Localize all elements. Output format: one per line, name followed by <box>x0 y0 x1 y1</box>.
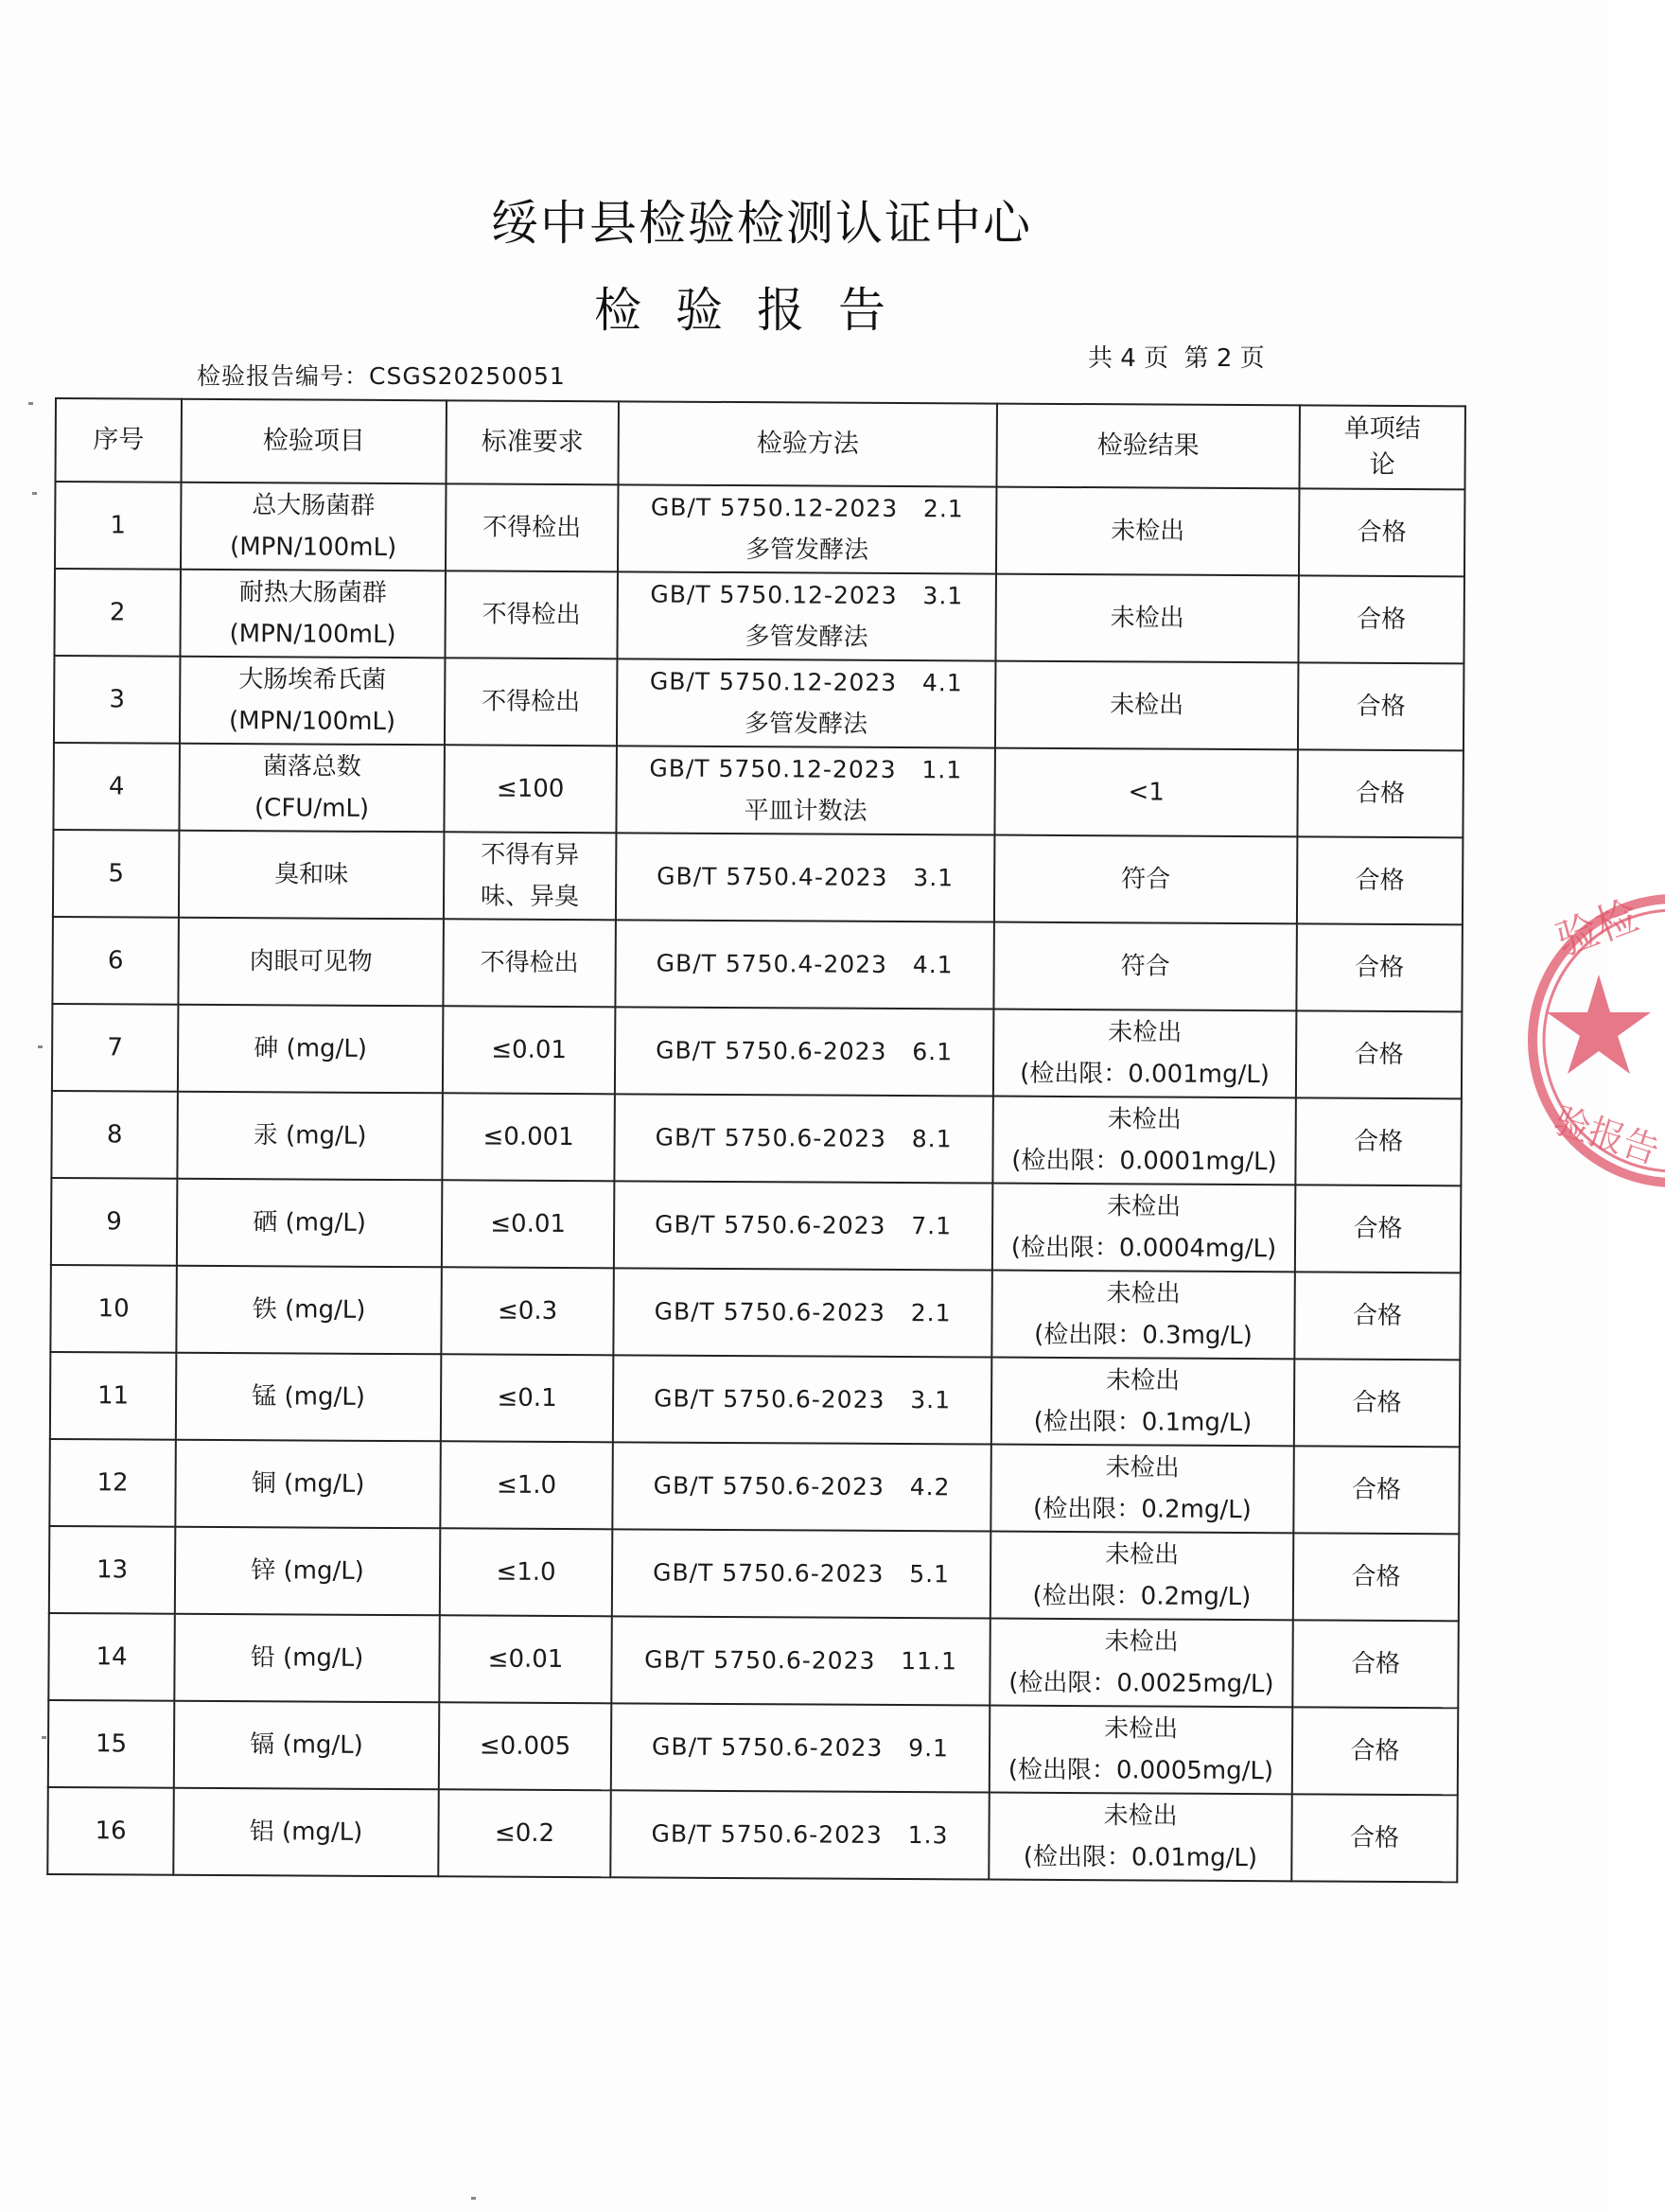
cell-method <box>614 1094 993 1183</box>
cell-requirement-requirement: 不得有异 <box>481 840 580 870</box>
cell-no <box>52 1004 179 1092</box>
cell-result <box>996 487 1300 576</box>
cell-method-method: GB/T 5750.6-2023 1.3 <box>651 1819 949 1850</box>
cell-requirement-requirement: 不得检出 <box>482 600 581 630</box>
table-row <box>50 1265 1460 1360</box>
report-title: 检验报告 <box>594 283 920 338</box>
cell-conclusion-conclusion: 合格 <box>1351 1475 1402 1504</box>
cell-conclusion-conclusion: 合格 <box>1354 1040 1404 1069</box>
cell-result-result: 未检出 <box>1104 1714 1179 1744</box>
cell-requirement-requirement: ≤0.2 <box>494 1818 555 1848</box>
cell-result <box>989 1793 1292 1882</box>
cell-requirement <box>445 571 618 658</box>
cell-requirement <box>443 919 616 1007</box>
scan-mark <box>38 1045 43 1048</box>
col-header-conclusion <box>1299 405 1464 489</box>
cell-result <box>990 1706 1293 1795</box>
cell-method-method-sub: 多管发酵法 <box>745 535 869 565</box>
cell-item <box>173 1788 439 1877</box>
cell-item-item: 大肠埃希氏菌 <box>238 665 387 694</box>
cell-no-no: 7 <box>107 1033 124 1062</box>
cell-item-item-unit: (MPN/100mL) <box>229 620 396 650</box>
cell-no-no: 16 <box>95 1817 127 1846</box>
official-seal-stamp <box>1495 885 1665 1197</box>
cell-item-item: 肉眼可见物 <box>249 947 373 976</box>
cell-conclusion-conclusion: 合格 <box>1356 779 1406 808</box>
cell-method <box>612 1529 991 1618</box>
cell-no <box>51 1178 178 1266</box>
cell-method <box>610 1790 990 1879</box>
cell-item <box>180 570 446 658</box>
cell-item-item: 锰 (mg/L) <box>252 1382 365 1412</box>
cell-result-result: 未检出 <box>1108 1018 1183 1047</box>
cell-requirement <box>444 832 617 920</box>
table-row <box>49 1439 1459 1534</box>
cell-method-method: GB/T 5750.6-2023 2.1 <box>654 1297 952 1327</box>
cell-result <box>995 574 1299 663</box>
cell-conclusion-conclusion: 合格 <box>1350 1736 1400 1765</box>
cell-no-no: 14 <box>96 1642 128 1672</box>
cell-requirement-requirement: ≤1.0 <box>496 1557 556 1587</box>
cell-item-item: 铝 (mg/L) <box>249 1817 363 1847</box>
cell-method <box>617 658 996 747</box>
cell-conclusion <box>1294 1272 1461 1360</box>
cell-result-result-sub: (检出限：0.1mg/L) <box>1033 1407 1253 1438</box>
cell-result-result: 未检出 <box>1110 604 1184 633</box>
cell-requirement-requirement: ≤0.005 <box>479 1731 571 1762</box>
table-body <box>47 482 1464 1882</box>
cell-no <box>54 569 181 657</box>
cell-item <box>174 1614 440 1703</box>
table-row <box>53 830 1463 924</box>
cell-result <box>990 1619 1293 1708</box>
cell-item <box>178 918 444 1007</box>
cell-result <box>994 748 1298 837</box>
cell-method-method: GB/T 5750.6-2023 4.2 <box>653 1471 951 1501</box>
cell-result-result: 未检出 <box>1111 517 1185 546</box>
cell-requirement <box>438 1789 611 1877</box>
cell-requirement-requirement: ≤100 <box>496 774 565 804</box>
cell-requirement <box>440 1528 613 1616</box>
cell-method-method: GB/T 5750.12-2023 3.1 <box>650 580 964 610</box>
cell-method-method: GB/T 5750.6-2023 9.1 <box>652 1732 950 1763</box>
cell-item <box>180 657 446 746</box>
cell-no-no: 11 <box>96 1381 130 1411</box>
cell-result <box>992 1097 1296 1185</box>
cell-method-method: GB/T 5750.12-2023 2.1 <box>650 493 964 523</box>
cell-no <box>49 1439 176 1527</box>
cell-result-result-sub: (检出限：0.001mg/L) <box>1020 1059 1270 1090</box>
cell-item-item-unit: (CFU/mL) <box>254 794 370 823</box>
cell-requirement <box>443 1006 616 1094</box>
cell-method-method: GB/T 5750.6-2023 11.1 <box>644 1645 958 1676</box>
cell-method <box>615 1007 994 1096</box>
cell-no-no: 13 <box>96 1555 129 1585</box>
cell-item-item: 耐热大肠菌群 <box>238 578 387 607</box>
cell-no-no: 15 <box>95 1729 128 1759</box>
cell-result <box>991 1358 1295 1447</box>
cell-no-no: 4 <box>108 772 125 801</box>
cell-item-item: 总大肠菌群 <box>252 491 376 520</box>
cell-result-result: 未检出 <box>1103 1801 1178 1831</box>
cell-method-method: GB/T 5750.6-2023 8.1 <box>655 1123 953 1153</box>
cell-method <box>611 1703 990 1792</box>
cell-result-result-sub: (检出限：0.2mg/L) <box>1033 1494 1252 1525</box>
cell-conclusion <box>1297 836 1463 924</box>
cell-result-result: 未检出 <box>1110 691 1184 720</box>
cell-no <box>55 482 182 570</box>
cell-result <box>995 661 1299 750</box>
cell-result <box>990 1445 1294 1534</box>
cell-conclusion <box>1293 1446 1460 1534</box>
table-row <box>48 1700 1458 1795</box>
cell-requirement-requirement: ≤0.1 <box>497 1383 557 1413</box>
cell-item-item: 铜 (mg/L) <box>251 1469 365 1499</box>
cell-no-no: 3 <box>109 685 126 714</box>
cell-no-no: 5 <box>108 859 125 888</box>
cell-method <box>613 1268 992 1357</box>
cell-item-item: 镉 (mg/L) <box>250 1730 363 1760</box>
table-row <box>51 1178 1461 1273</box>
cell-result-result-sub: (检出限：0.0001mg/L) <box>1011 1146 1277 1177</box>
cell-method-method: GB/T 5750.6-2023 6.1 <box>656 1036 954 1066</box>
cell-result <box>992 1184 1296 1273</box>
cell-no <box>50 1265 177 1353</box>
col-header-requirement: 标准要求 <box>446 400 618 484</box>
cell-result-result-sub: (检出限：0.01mg/L) <box>1023 1842 1258 1873</box>
cell-method-method: GB/T 5750.6-2023 3.1 <box>654 1384 952 1414</box>
cell-requirement <box>446 483 619 571</box>
cell-method <box>612 1442 991 1531</box>
cell-result-result: <1 <box>1128 778 1165 807</box>
cell-requirement-requirement: ≤0.01 <box>487 1644 564 1675</box>
table-row <box>54 656 1463 750</box>
cell-method <box>611 1616 990 1705</box>
cell-no <box>49 1526 176 1614</box>
cell-conclusion <box>1293 1533 1460 1621</box>
table-row <box>47 1787 1457 1882</box>
cell-item-item: 硒 (mg/L) <box>253 1208 367 1238</box>
cell-method-method: GB/T 5750.4-2023 3.1 <box>657 862 955 892</box>
cell-conclusion-conclusion: 合格 <box>1356 692 1406 721</box>
cell-result-result-sub: (检出限：0.0004mg/L) <box>1010 1233 1277 1264</box>
cell-requirement <box>439 1702 612 1790</box>
cell-result-result: 未检出 <box>1105 1540 1180 1570</box>
cell-result-result-sub: (检出限：0.3mg/L) <box>1034 1320 1253 1351</box>
cell-item-item: 汞 (mg/L) <box>253 1121 367 1150</box>
cell-requirement <box>441 1354 614 1442</box>
cell-conclusion-conclusion: 合格 <box>1357 518 1407 547</box>
cell-item-item-unit: (MPN/100mL) <box>230 533 397 563</box>
col-header-result: 检验结果 <box>996 404 1299 489</box>
cell-conclusion-conclusion: 合格 <box>1351 1562 1401 1591</box>
cell-conclusion-conclusion: 合格 <box>1352 1388 1402 1417</box>
cell-no <box>48 1700 175 1788</box>
cell-no-no: 6 <box>107 946 124 975</box>
cell-method <box>617 571 996 660</box>
cell-conclusion <box>1291 1794 1458 1882</box>
cell-result-result: 未检出 <box>1104 1627 1179 1657</box>
cell-method-method-sub: 平皿计数法 <box>744 797 868 826</box>
table-row <box>51 1091 1461 1185</box>
cell-conclusion-conclusion: 合格 <box>1355 953 1405 982</box>
seal-star-icon <box>1547 974 1651 1074</box>
cell-result-result: 未检出 <box>1106 1366 1181 1396</box>
scan-mark <box>471 2197 476 2200</box>
cell-item-item: 臭和味 <box>274 860 349 889</box>
report-number-label: 检验报告编号： <box>197 362 370 390</box>
cell-item <box>179 744 445 833</box>
scan-mark <box>42 1736 46 1739</box>
cell-requirement-requirement: ≤1.0 <box>496 1470 557 1500</box>
cell-result-result: 未检出 <box>1107 1105 1182 1134</box>
col-header-method: 检验方法 <box>618 401 996 486</box>
cell-method <box>618 484 997 573</box>
cell-requirement <box>440 1441 613 1529</box>
report-number <box>197 358 566 392</box>
table-row <box>48 1613 1458 1708</box>
cell-conclusion <box>1296 1010 1463 1098</box>
cell-requirement-requirement: ≤0.3 <box>497 1296 558 1325</box>
cell-no <box>48 1613 175 1701</box>
table-header-row <box>56 398 1465 489</box>
cell-conclusion-conclusion: 合格 <box>1353 1214 1403 1243</box>
cell-no-no: 9 <box>106 1207 122 1237</box>
cell-method <box>616 746 995 834</box>
cell-method-method: GB/T 5750.12-2023 1.1 <box>649 754 963 784</box>
col-header-item: 检验项目 <box>182 399 447 484</box>
cell-no <box>53 743 180 831</box>
cell-method-method: GB/T 5750.6-2023 7.1 <box>655 1210 953 1240</box>
cell-conclusion-conclusion: 合格 <box>1354 1127 1404 1156</box>
cell-requirement-requirement: 不得检出 <box>482 687 581 717</box>
cell-conclusion-conclusion: 合格 <box>1350 1649 1401 1678</box>
cell-result <box>990 1532 1294 1621</box>
cell-item <box>176 1353 442 1442</box>
cell-no-no: 2 <box>109 598 126 627</box>
cell-requirement <box>442 1093 615 1181</box>
cell-result <box>991 1271 1295 1360</box>
seal-text-top: 验检 <box>1550 891 1645 966</box>
cell-method <box>614 1181 993 1270</box>
cell-requirement-requirement: ≤0.001 <box>482 1122 574 1152</box>
cell-item <box>175 1440 441 1529</box>
cell-requirement <box>439 1615 612 1703</box>
report-number-value: CSGS20250051 <box>369 362 566 390</box>
cell-no-no: 8 <box>106 1120 123 1150</box>
cell-method-method-sub: 多管发酵法 <box>744 710 868 739</box>
cell-conclusion <box>1298 662 1464 750</box>
cell-method-method-sub: 多管发酵法 <box>745 623 868 652</box>
cell-result-result-sub: (检出限：0.0005mg/L) <box>1008 1755 1274 1786</box>
cell-conclusion-conclusion: 合格 <box>1349 1823 1400 1852</box>
cell-item-item: 菌落总数 <box>262 752 361 781</box>
table-row <box>53 743 1463 837</box>
cell-result <box>994 835 1298 924</box>
table-row <box>52 917 1462 1011</box>
cell-requirement <box>444 745 617 833</box>
cell-method-method: GB/T 5750.4-2023 4.1 <box>656 949 954 979</box>
table-row <box>54 569 1463 663</box>
cell-method <box>616 833 995 922</box>
cell-conclusion <box>1292 1620 1459 1708</box>
col-header-conclusion-text: 单项结论 <box>1343 413 1421 480</box>
cell-conclusion <box>1295 1097 1462 1185</box>
page-info: 共 4 页 第 2 页 <box>1088 344 1265 373</box>
cell-item-item-unit: (MPN/100mL) <box>228 707 396 737</box>
cell-requirement <box>442 1180 615 1268</box>
cell-conclusion <box>1294 1359 1461 1447</box>
cell-conclusion <box>1298 575 1464 663</box>
seal-text-bottom: 验报告 <box>1549 1098 1665 1172</box>
cell-conclusion-conclusion: 合格 <box>1353 1301 1403 1330</box>
cell-item <box>177 1179 443 1268</box>
cell-requirement <box>441 1267 614 1355</box>
cell-result-result: 未检出 <box>1105 1453 1180 1483</box>
cell-result <box>993 922 1297 1011</box>
cell-conclusion <box>1299 488 1465 576</box>
cell-result-result-sub: (检出限：0.0025mg/L) <box>1008 1668 1274 1699</box>
cell-method-method: GB/T 5750.12-2023 4.1 <box>649 667 963 697</box>
cell-item <box>175 1527 441 1616</box>
cell-no <box>51 1091 178 1179</box>
cell-no-no: 10 <box>97 1294 130 1324</box>
cell-conclusion <box>1297 749 1463 837</box>
cell-no <box>52 917 179 1005</box>
cell-result-result: 符合 <box>1121 865 1171 894</box>
cell-item <box>179 831 445 920</box>
table-row <box>52 1004 1462 1098</box>
cell-requirement-requirement: 不得检出 <box>482 513 582 543</box>
cell-item-item: 铅 (mg/L) <box>250 1643 364 1673</box>
col-header-no: 序号 <box>56 398 182 483</box>
cell-no-no: 1 <box>110 511 127 540</box>
cell-requirement-requirement: 不得检出 <box>480 948 579 978</box>
table-row <box>49 1526 1459 1621</box>
cell-no <box>54 656 181 744</box>
scan-mark <box>32 492 37 495</box>
scan-mark <box>28 402 33 405</box>
cell-item-item: 锌 (mg/L) <box>251 1556 364 1586</box>
cell-conclusion <box>1296 923 1463 1011</box>
cell-requirement-requirement: ≤0.01 <box>491 1035 568 1065</box>
cell-method-method: GB/T 5750.6-2023 5.1 <box>653 1558 951 1589</box>
cell-requirement-requirement-sub: 味、异臭 <box>480 882 580 912</box>
cell-conclusion-conclusion: 合格 <box>1355 866 1405 895</box>
cell-method <box>613 1355 992 1444</box>
cell-conclusion-conclusion: 合格 <box>1357 605 1407 634</box>
cell-requirement <box>445 658 618 746</box>
cell-result-result: 未检出 <box>1106 1279 1181 1308</box>
cell-item-item: 砷 (mg/L) <box>254 1034 368 1063</box>
cell-result-result: 符合 <box>1120 952 1170 981</box>
cell-item <box>178 1005 444 1094</box>
cell-conclusion <box>1292 1707 1459 1795</box>
cell-no-no: 12 <box>96 1468 129 1498</box>
table-row <box>55 482 1464 576</box>
cell-no <box>47 1787 174 1875</box>
cell-method <box>615 920 994 1009</box>
cell-conclusion <box>1295 1185 1462 1273</box>
cell-result-result: 未检出 <box>1107 1192 1182 1221</box>
cell-item <box>174 1701 440 1790</box>
cell-no <box>50 1352 177 1440</box>
cell-result-result-sub: (检出限：0.2mg/L) <box>1032 1581 1252 1612</box>
cell-item <box>181 483 447 571</box>
inspection-table <box>46 397 1466 1883</box>
cell-item <box>177 1092 443 1181</box>
cell-no <box>53 830 180 918</box>
cell-item-item: 铁 (mg/L) <box>252 1295 366 1325</box>
inspection-table-wrapper <box>46 397 1464 1883</box>
cell-requirement-requirement: ≤0.01 <box>490 1209 567 1239</box>
table-row <box>50 1352 1460 1447</box>
seal-ring <box>1533 899 1665 1183</box>
cell-result <box>993 1009 1297 1098</box>
cell-item <box>176 1266 442 1355</box>
organization-title: 绥中县检验检测认证中心 <box>491 196 1032 251</box>
